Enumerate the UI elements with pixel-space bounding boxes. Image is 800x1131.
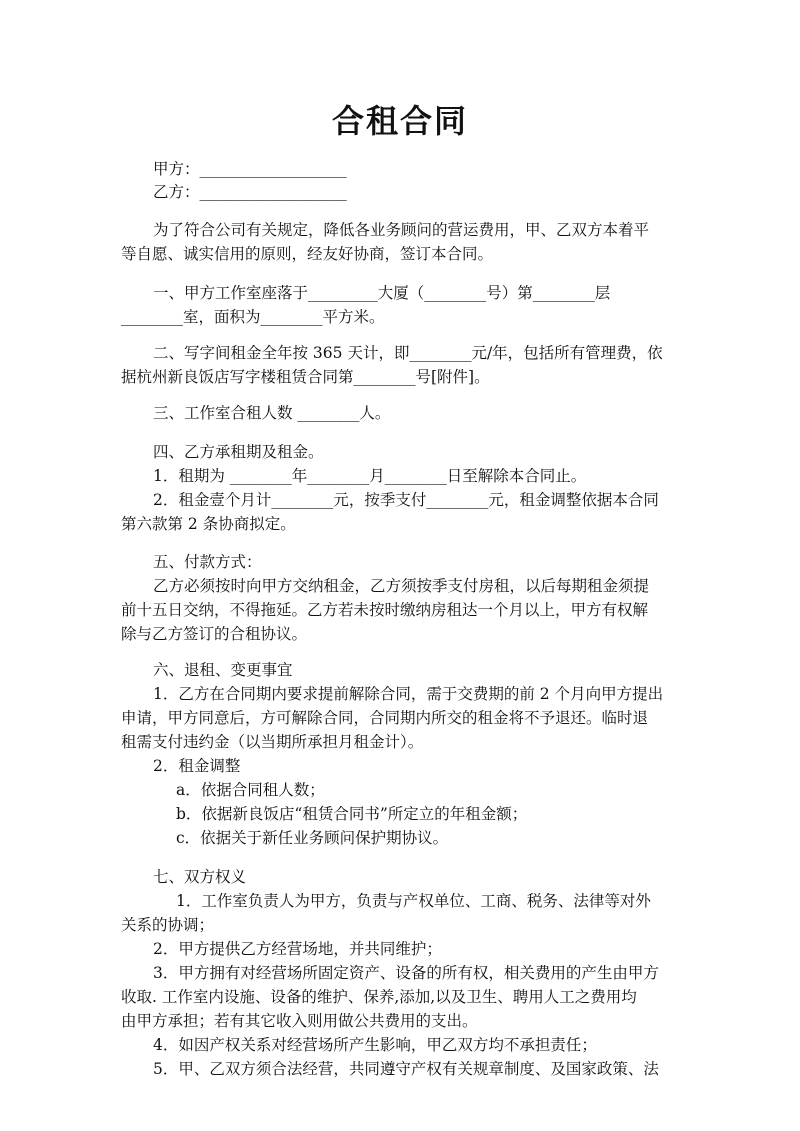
- section-7-heading: 七、双方权义: [153, 868, 247, 886]
- party-b-line: 乙方：___________________: [153, 183, 347, 201]
- section-4-item-2-line-2: 第六款第 2 条协商拟定。: [121, 515, 296, 533]
- section-6-sub-b: b．依据新良饭店“租赁合同书”所定立的年租金额；: [176, 805, 528, 823]
- section-5-body-line-1: 乙方必须按时向甲方交纳租金，乙方须按季支付房租，以后每期租金须提: [153, 577, 650, 595]
- section-6-sub-a: a．依据合同租人数；: [176, 781, 325, 799]
- section-7-item-3-line-1: 3．甲方拥有对经营场所固定资产、设备的所有权，相关费用的产生由甲方: [153, 964, 659, 982]
- section-7-item-3-line-2: 收取. 工作室内设施、设备的维护、保养,添加,以及卫生、聘用人工之费用均: [121, 988, 637, 1006]
- section-6-heading: 六、退租、变更事宜: [153, 661, 293, 679]
- section-7-item-1-line-1: 1．工作室负责人为甲方，负责与产权单位、工商、税务、法律等对外: [176, 892, 651, 910]
- section-6-item-1-line-3: 租需支付违约金（以当期所承担月租金计）。: [121, 733, 424, 751]
- intro-line-1: 为了符合公司有关规定，降低各业务顾问的营运费用，甲、乙双方本着平: [153, 221, 650, 239]
- section-7-item-3-line-3: 由甲方承担；若有其它收入则用做公共费用的支出。: [121, 1012, 478, 1030]
- party-a-line: 甲方：___________________: [153, 160, 347, 178]
- intro-line-2: 等自愿、诚实信用的原则，经友好协商，签订本合同。: [121, 245, 494, 263]
- section-1-line-2: ________室，面积为________平方米。: [121, 308, 385, 326]
- section-4-item-1: 1．租期为 ________年________月________日至解除本合同止。: [153, 467, 587, 485]
- section-4-heading: 四、乙方承租期及租金。: [153, 443, 324, 461]
- section-2-line-2: 据杭州新良饭店写字楼租赁合同第________号[附件]。: [121, 368, 490, 386]
- section-5-body-line-2: 前十五日交纳，不得拖延。乙方若未按时缴纳房租达一个月以上，甲方有权解: [121, 601, 649, 619]
- section-4-item-2-line-1: 2．租金壹个月计________元，按季支付________元，租金调整依据本合同: [153, 491, 659, 509]
- section-7-item-2: 2．甲方提供乙方经营场地，并共同维护；: [153, 940, 442, 958]
- section-1-line-1: 一、甲方工作室座落于_________大厦（________号）第________层: [153, 284, 611, 302]
- section-2-line-1: 二、写字间租金全年按 365 天计，即________元/年，包括所有管理费，依: [153, 344, 663, 362]
- section-3-line: 三、工作室合租人数 ________人。: [153, 404, 391, 422]
- section-6-item-2: 2．租金调整: [153, 757, 241, 775]
- section-7-item-1-line-2: 关系的协调；: [121, 916, 215, 934]
- section-6-sub-c: c．依据关于新任业务顾问保护期协议。: [176, 829, 449, 847]
- section-6-item-1-line-2: 申请，甲方同意后，方可解除合同，合同期内所交的租金将不予退还。临时退: [121, 709, 649, 727]
- section-7-item-5: 5．甲、乙双方须合法经营，共同遵守产权有关规章制度、及国家政策、法: [153, 1060, 659, 1078]
- document-title: 合租合同: [331, 102, 468, 140]
- section-5-body-line-3: 除与乙方签订的合租协议。: [121, 625, 308, 643]
- section-6-item-1-line-1: 1．乙方在合同期内要求提前解除合同，需于交费期的前 2 个月向甲方提出: [153, 685, 664, 703]
- section-7-item-4: 4．如因产权关系对经营场所产生影响，甲乙双方均不承担责任；: [153, 1036, 597, 1054]
- section-5-heading: 五、付款方式：: [153, 553, 262, 571]
